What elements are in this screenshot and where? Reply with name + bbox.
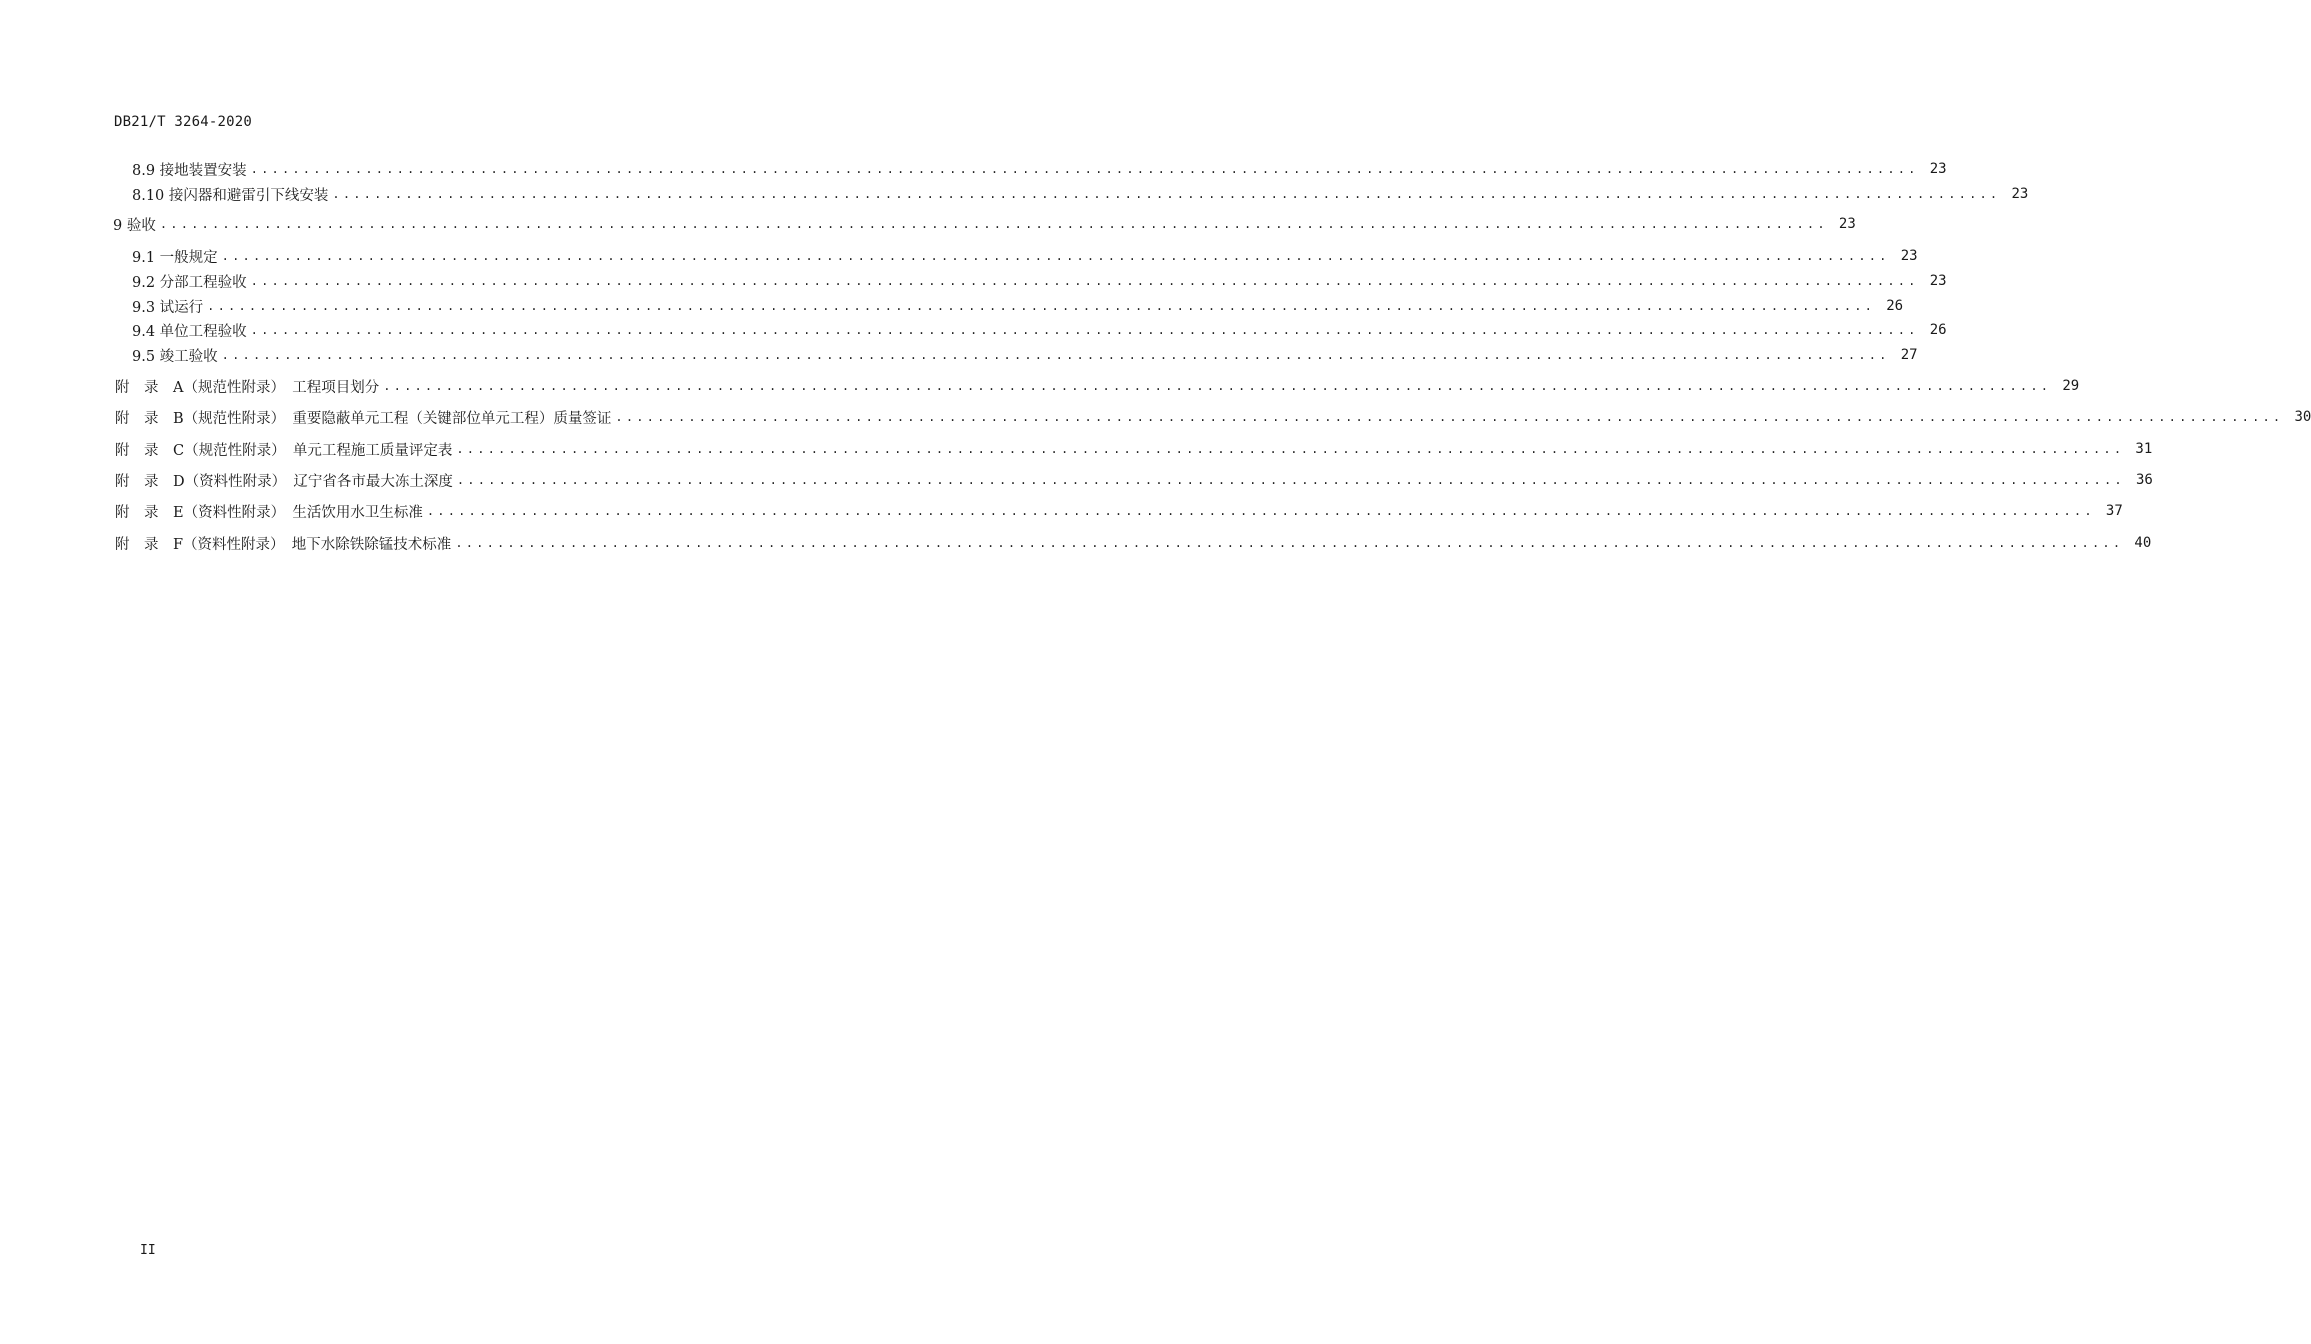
toc-entry-title: 9 验收 [113,217,156,234]
toc-entry-page: 37 [2105,503,2123,519]
toc-leader-dots: ................................................................................................................................................................ [250,323,1919,337]
toc-entry-page: 36 [2135,472,2153,488]
toc-entry-page: 26 [1886,298,1904,314]
toc-leader-dots: ................................................................................................................................................................ [250,274,1919,288]
toc-entry-title: 9.3 试运行 [132,299,204,316]
toc-entry[interactable] [132,245,1918,267]
toc-entry[interactable] [132,270,1947,292]
toc-appendix-entry[interactable] [115,438,2153,460]
toc-leader-dots: ................................................................................................................................................................ [426,504,2095,518]
toc-entry-page: 23 [1929,161,1947,177]
toc-entry-title: 9.1 一般规定 [132,249,218,266]
toc-leader-dots: ................................................................................................................................................................ [383,379,2052,393]
toc-entry-title: 8.10 接闪器和避雷引下线安装 [132,187,329,204]
toc-entry-title: 9.5 竣工验收 [132,348,218,365]
toc-leader-dots: ................................................................................................................................................................ [221,249,1890,263]
toc-entry-title: 附 录 B（规范性附录） 重要隐蔽单元工程（关键部位单元工程）质量签证 [115,410,612,427]
toc-leader-dots: ................................................................................................................................................................ [207,299,1876,313]
toc-entry-page: 26 [1929,322,1947,338]
page-number: II [140,1243,156,1258]
toc-entry-page: 30 [2294,409,2311,425]
toc-entry-page: 23 [2011,186,2029,202]
toc-leader-dots: ................................................................................................................................................................ [159,217,1828,231]
toc-leader-dots: ................................................................................................................................................................ [455,536,2124,550]
toc-entry-page: 29 [2062,378,2080,394]
toc-leader-dots: ................................................................................................................................................................ [221,348,1890,362]
toc-entry[interactable] [132,344,1918,366]
toc-entry-title: 9.4 单位工程验收 [132,323,247,340]
toc-entry[interactable] [113,213,1856,235]
toc-leader-dots: ................................................................................................................................................................ [250,162,1919,176]
toc-entry[interactable] [132,319,1947,341]
toc-entry-page: 23 [1900,248,1918,264]
toc-entry-page: 23 [1929,273,1947,289]
toc-appendix-entry[interactable] [115,469,2153,491]
toc-entry-title: 附 录 C（规范性附录） 单元工程施工质量评定表 [115,442,453,459]
toc-leader-dots: ................................................................................................................................................................ [456,442,2125,456]
toc-entry-title: 9.2 分部工程验收 [132,274,247,291]
toc-entry-page: 40 [2134,535,2152,551]
toc-appendix-entry[interactable] [115,375,2080,397]
toc-appendix-entry[interactable] [115,406,2311,428]
toc-entry[interactable] [132,183,2029,205]
toc-entry-title: 附 录 A（规范性附录） 工程项目划分 [115,379,380,396]
document-code: DB21/T 3264-2020 [114,114,253,130]
toc-entry-title: 附 录 F（资料性附录） 地下水除铁除锰技术标准 [115,536,452,553]
toc-appendix-entry[interactable] [115,532,2152,554]
toc-leader-dots: ................................................................................................................................................................ [332,187,2001,201]
toc-entry-title: 附 录 E（资料性附录） 生活饮用水卫生标准 [115,504,423,521]
toc-entry[interactable] [132,295,1904,317]
toc-entry-title: 8.9 接地装置安装 [132,162,247,179]
toc-entry-page: 27 [1900,347,1918,363]
toc-entry-page: 31 [2135,441,2153,457]
toc-entry[interactable] [132,158,1947,180]
toc-entry-page: 23 [1838,216,1856,232]
toc-leader-dots: ................................................................................................................................................................ [456,473,2125,487]
toc-leader-dots: ................................................................................................................................................................ [615,410,2284,424]
toc-entry-title: 附 录 D（资料性附录） 辽宁省各市最大冻土深度 [115,473,453,490]
toc-appendix-entry[interactable] [115,500,2123,522]
